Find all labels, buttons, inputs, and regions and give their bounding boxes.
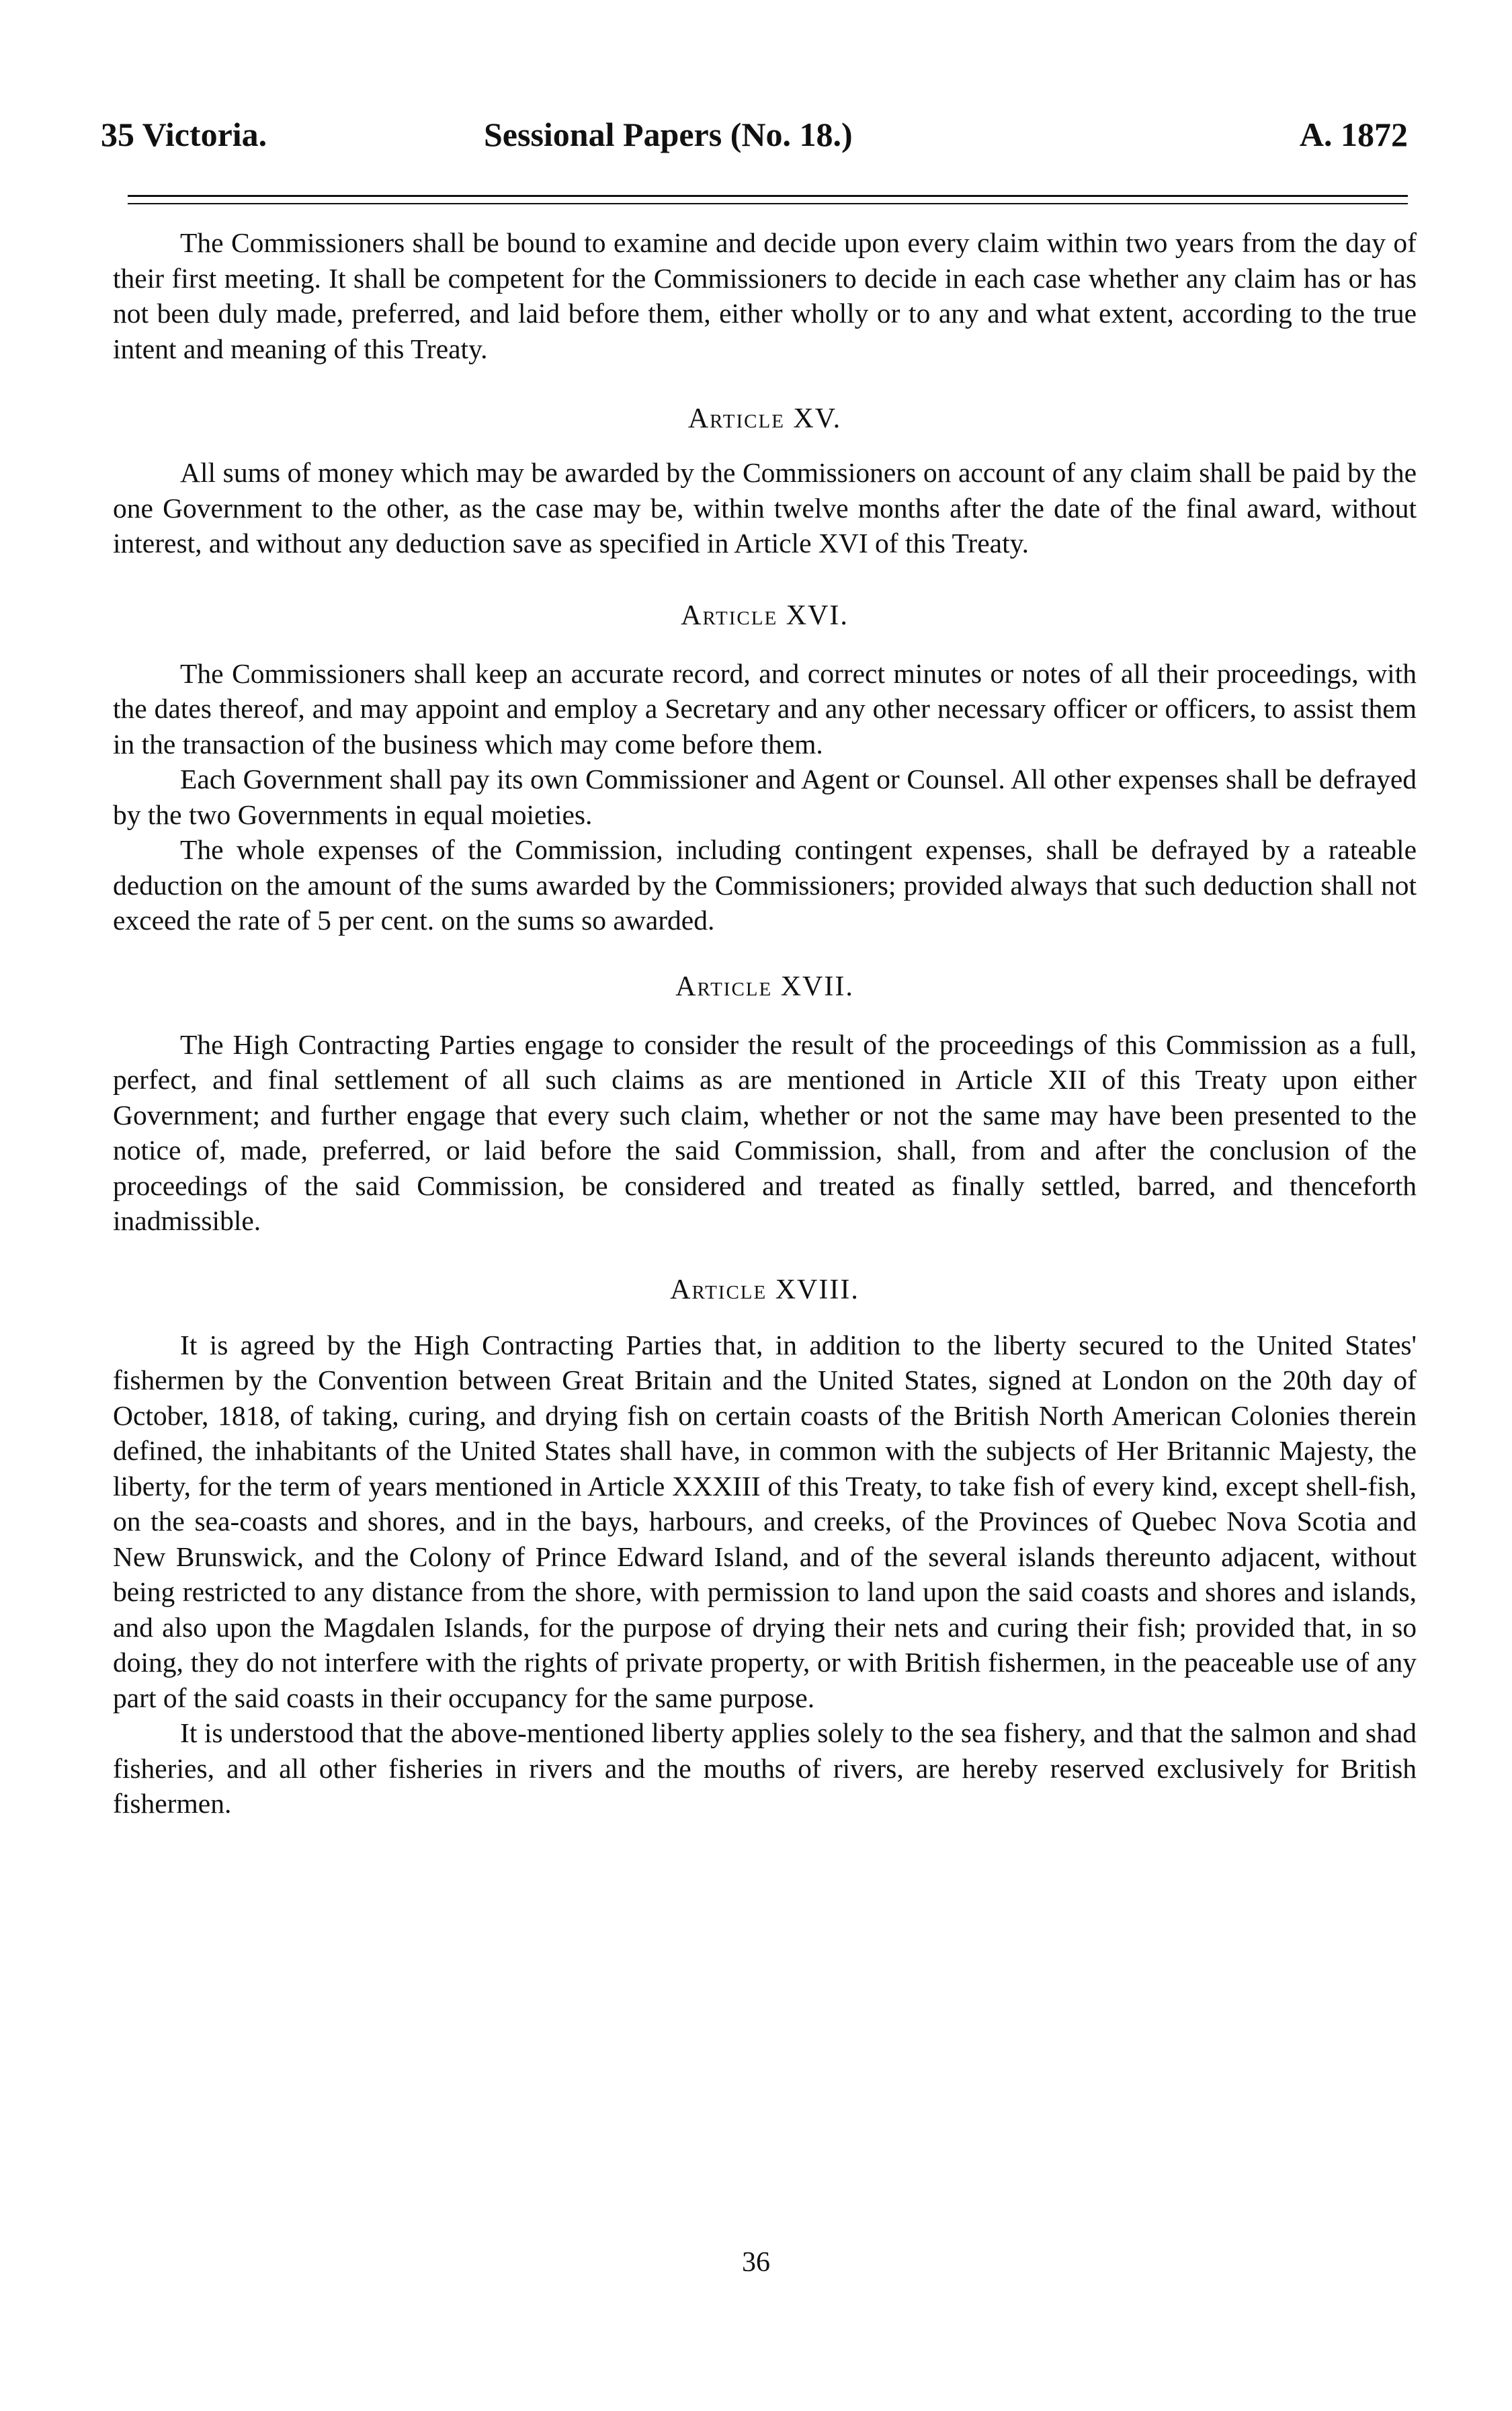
paragraph-article-xv: All sums of money which may be awarded by the Commissioners on account of any claim shall be paid by the one Government to the other, as the case may be, within twelve months after the date of the final award, without interest, and without any deduction save as specified in Article XVI of this Treaty. bbox=[113, 457, 1417, 559]
document-body bbox=[113, 225, 1417, 1822]
running-head-volume: 35 Victoria. bbox=[101, 116, 267, 153]
running-head bbox=[101, 108, 1408, 161]
article-heading-xv: Article XV. bbox=[687, 403, 842, 434]
header-rule-bottom bbox=[128, 203, 1408, 204]
paragraph-article-xvi-3: The whole expenses of the Commission, including contingent expenses, shall be defrayed by a rateable deduction on the amount of the sums awarded by the Commissioners; provided always that such deduction shall not exceed the rate of 5 per cent. on the sums so awarded. bbox=[113, 834, 1417, 936]
running-head-title: Sessional Papers (No. 18.) bbox=[484, 116, 853, 153]
paragraph-article-xvi-1: The Commissioners shall keep an accurate record, and correct minutes or notes of all their proceedings, with the dates thereof, and may appoint and employ a Secretary and any other necessary officer or officers, to assist them in the transaction of the business which may come before them. bbox=[113, 657, 1417, 760]
header-rule-top bbox=[128, 195, 1408, 197]
paragraph-article-xviii-1: It is agreed by the High Contracting Parties that, in addition to the liberty secured to the United States' fishermen by the Convention between Great Britain and the United States, signed at London on the 20th day of October, 1818, of taking, curing, and drying fish on certain coasts of the British North American Colonies therein defined, the inhabitants of the United States shall have, in common with the subjects of Her Britannic Majesty, the liberty, for the term of years mentioned in Article XXXIII of this Treaty, to take fish of every kind, except shell-fish, on the sea-coasts and shores, and in the bays, harbours, and creeks, of the Provinces of Quebec Nova Scotia and New Brunswick, and the Colony of Prince Edward Island, and of the several islands thereunto adjacent, without being restricted to any distance from the shore, with permission to land upon the said coasts and shores and islands, and also upon the Magdalen Islands, for the purpose of drying their nets and curing their fish; provided that, in so doing, they do not interfere with the rights of private property, or with British fishermen, in the peaceable use of any part of the said coasts in their occupancy for the same purpose. bbox=[113, 1329, 1417, 1713]
paragraph-article-xviii-2: It is understood that the above-mentioned liberty applies solely to the sea fishery, and that the salmon and shad fisheries, and all other fisheries in rivers and the mouths of rivers, are hereby reserved exclusively for British fishermen. bbox=[113, 1717, 1417, 1819]
paragraph-article-xvii: The High Contracting Parties engage to consider the result of the proceedings of this Commission as a full, perfect, and final settlement of all such claims as are mentioned in Article XII of this Treaty upon either Government; and further engage that every such claim, whether or not the same may have been presented to the notice of, made, preferred, or laid before the said Commission, shall, from and after the conclusion of the proceedings of the said Commission, be considered and treated as finally settled, barred, and thenceforth inadmissible. bbox=[113, 1028, 1417, 1236]
paragraph-intro: The Commissioners shall be bound to examine and decide upon every claim within two years from the day of their first meeting. It shall be competent for the Commissioners to decide in each case whether any claim has or has not been duly made, preferred, and laid before them, either wholly or to any and what extent, according to the true intent and meaning of this Treaty. bbox=[113, 227, 1417, 364]
article-heading-xvi: Article XVI. bbox=[681, 600, 849, 631]
running-head-year: A. 1872 bbox=[1299, 116, 1408, 153]
article-heading-xvii: Article XVII. bbox=[675, 971, 854, 1002]
paragraph-article-xvi-2: Each Government shall pay its own Commissioner and Agent or Counsel. All other expenses shall be defrayed by the two Governments in equal moieties. bbox=[113, 764, 1417, 830]
article-heading-xviii: Article XVIII. bbox=[670, 1274, 859, 1305]
page-number: 36 bbox=[742, 2247, 770, 2278]
